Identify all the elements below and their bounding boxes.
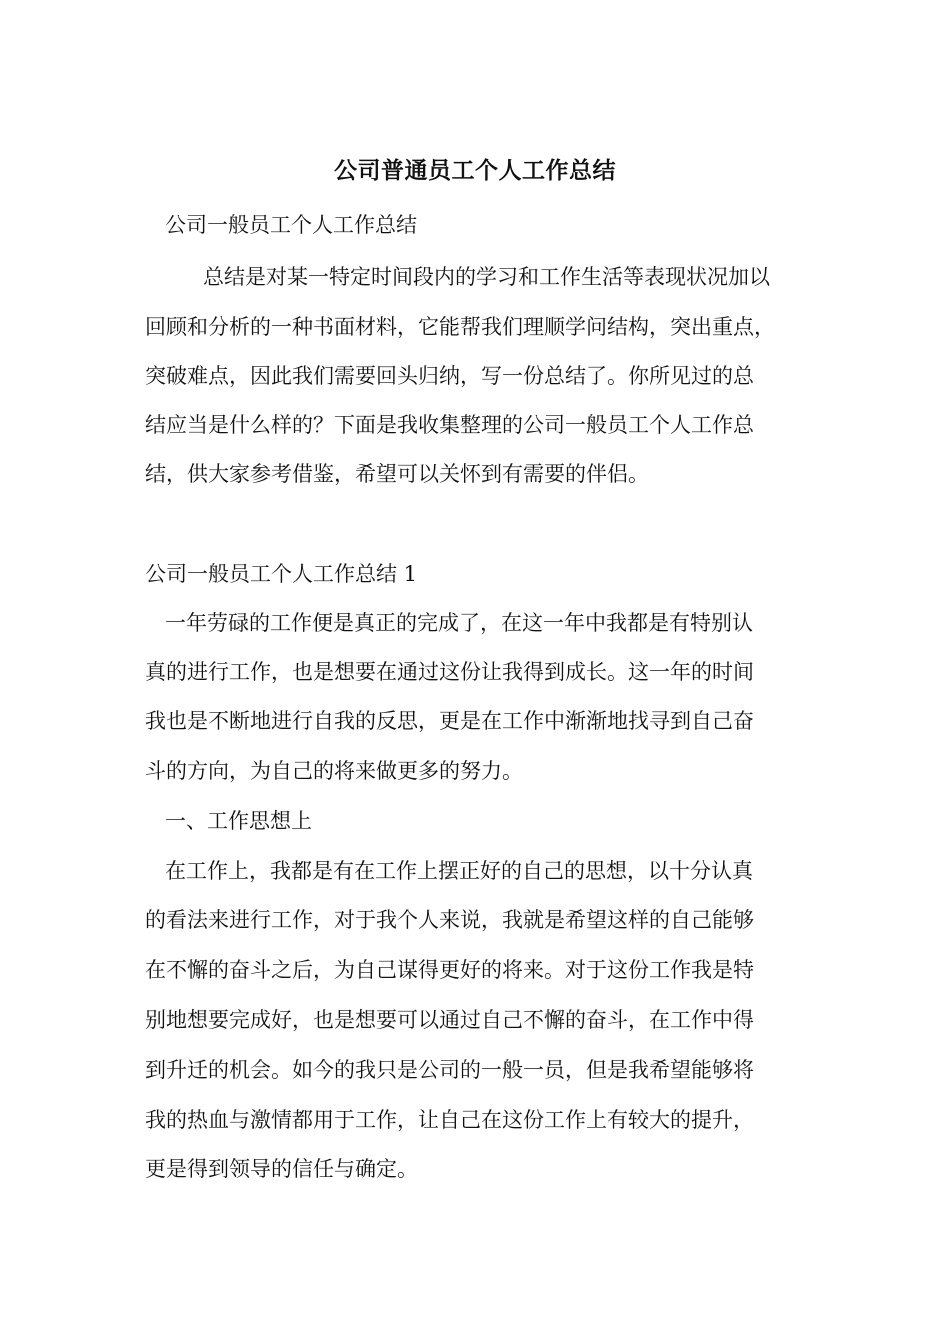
para2-line-3: 在不懈的奋斗之后，为自己谋得更好的将来。对于这份工作我是特 (145, 958, 754, 982)
para2-line-6: 我的热血与激情都用于工作，让自己在这份工作上有较大的提升， (145, 1108, 754, 1132)
para2-line-1: 在工作上，我都是有在工作上摆正好的自己的思想，以十分认真 (165, 859, 753, 883)
para2-line-4: 别地想要完成好，也是想要可以通过自己不懈的奋斗，在工作中得 (145, 1008, 754, 1032)
intro-line-3: 突破难点，因此我们需要回头归纳，写一份总结了。你所见过的总 (145, 364, 754, 388)
para2-line-2: 的看法来进行工作，对于我个人来说，我就是希望这样的自己能够 (145, 908, 754, 932)
section-heading: 公司一般员工个人工作总结 1 (145, 562, 418, 586)
document-subtitle: 公司一般员工个人工作总结 (165, 213, 417, 237)
para1-line-3: 我也是不断地进行自我的反思，更是在工作中渐渐地找寻到自己奋 (145, 709, 754, 733)
intro-line-2: 回顾和分析的一种书面材料，它能帮我们理顺学问结构，突出重点， (145, 315, 775, 339)
para1-line-4: 斗的方向，为自己的将来做更多的努力。 (145, 759, 523, 783)
subheading-work-thought: 一、工作思想上 (165, 809, 312, 833)
para1-line-1: 一年劳碌的工作便是真正的完成了，在这一年中我都是有特别认 (165, 611, 753, 635)
para1-line-2: 真的进行工作，也是想要在通过这份让我得到成长。这一年的时间 (145, 660, 754, 684)
para2-line-5: 到升迁的机会。如今的我只是公司的一般一员，但是我希望能够将 (145, 1058, 754, 1082)
intro-line-5: 结，供大家参考借鉴，希望可以关怀到有需要的伴侣。 (145, 462, 649, 486)
para2-line-7: 更是得到领导的信任与确定。 (145, 1157, 418, 1181)
document-title: 公司普通员工个人工作总结 (334, 157, 616, 184)
intro-line-4: 结应当是什么样的？下面是我收集整理的公司一般员工个人工作总 (145, 413, 754, 437)
intro-line-1: 总结是对某一特定时间段内的学习和工作生活等表现状况加以 (203, 265, 770, 289)
